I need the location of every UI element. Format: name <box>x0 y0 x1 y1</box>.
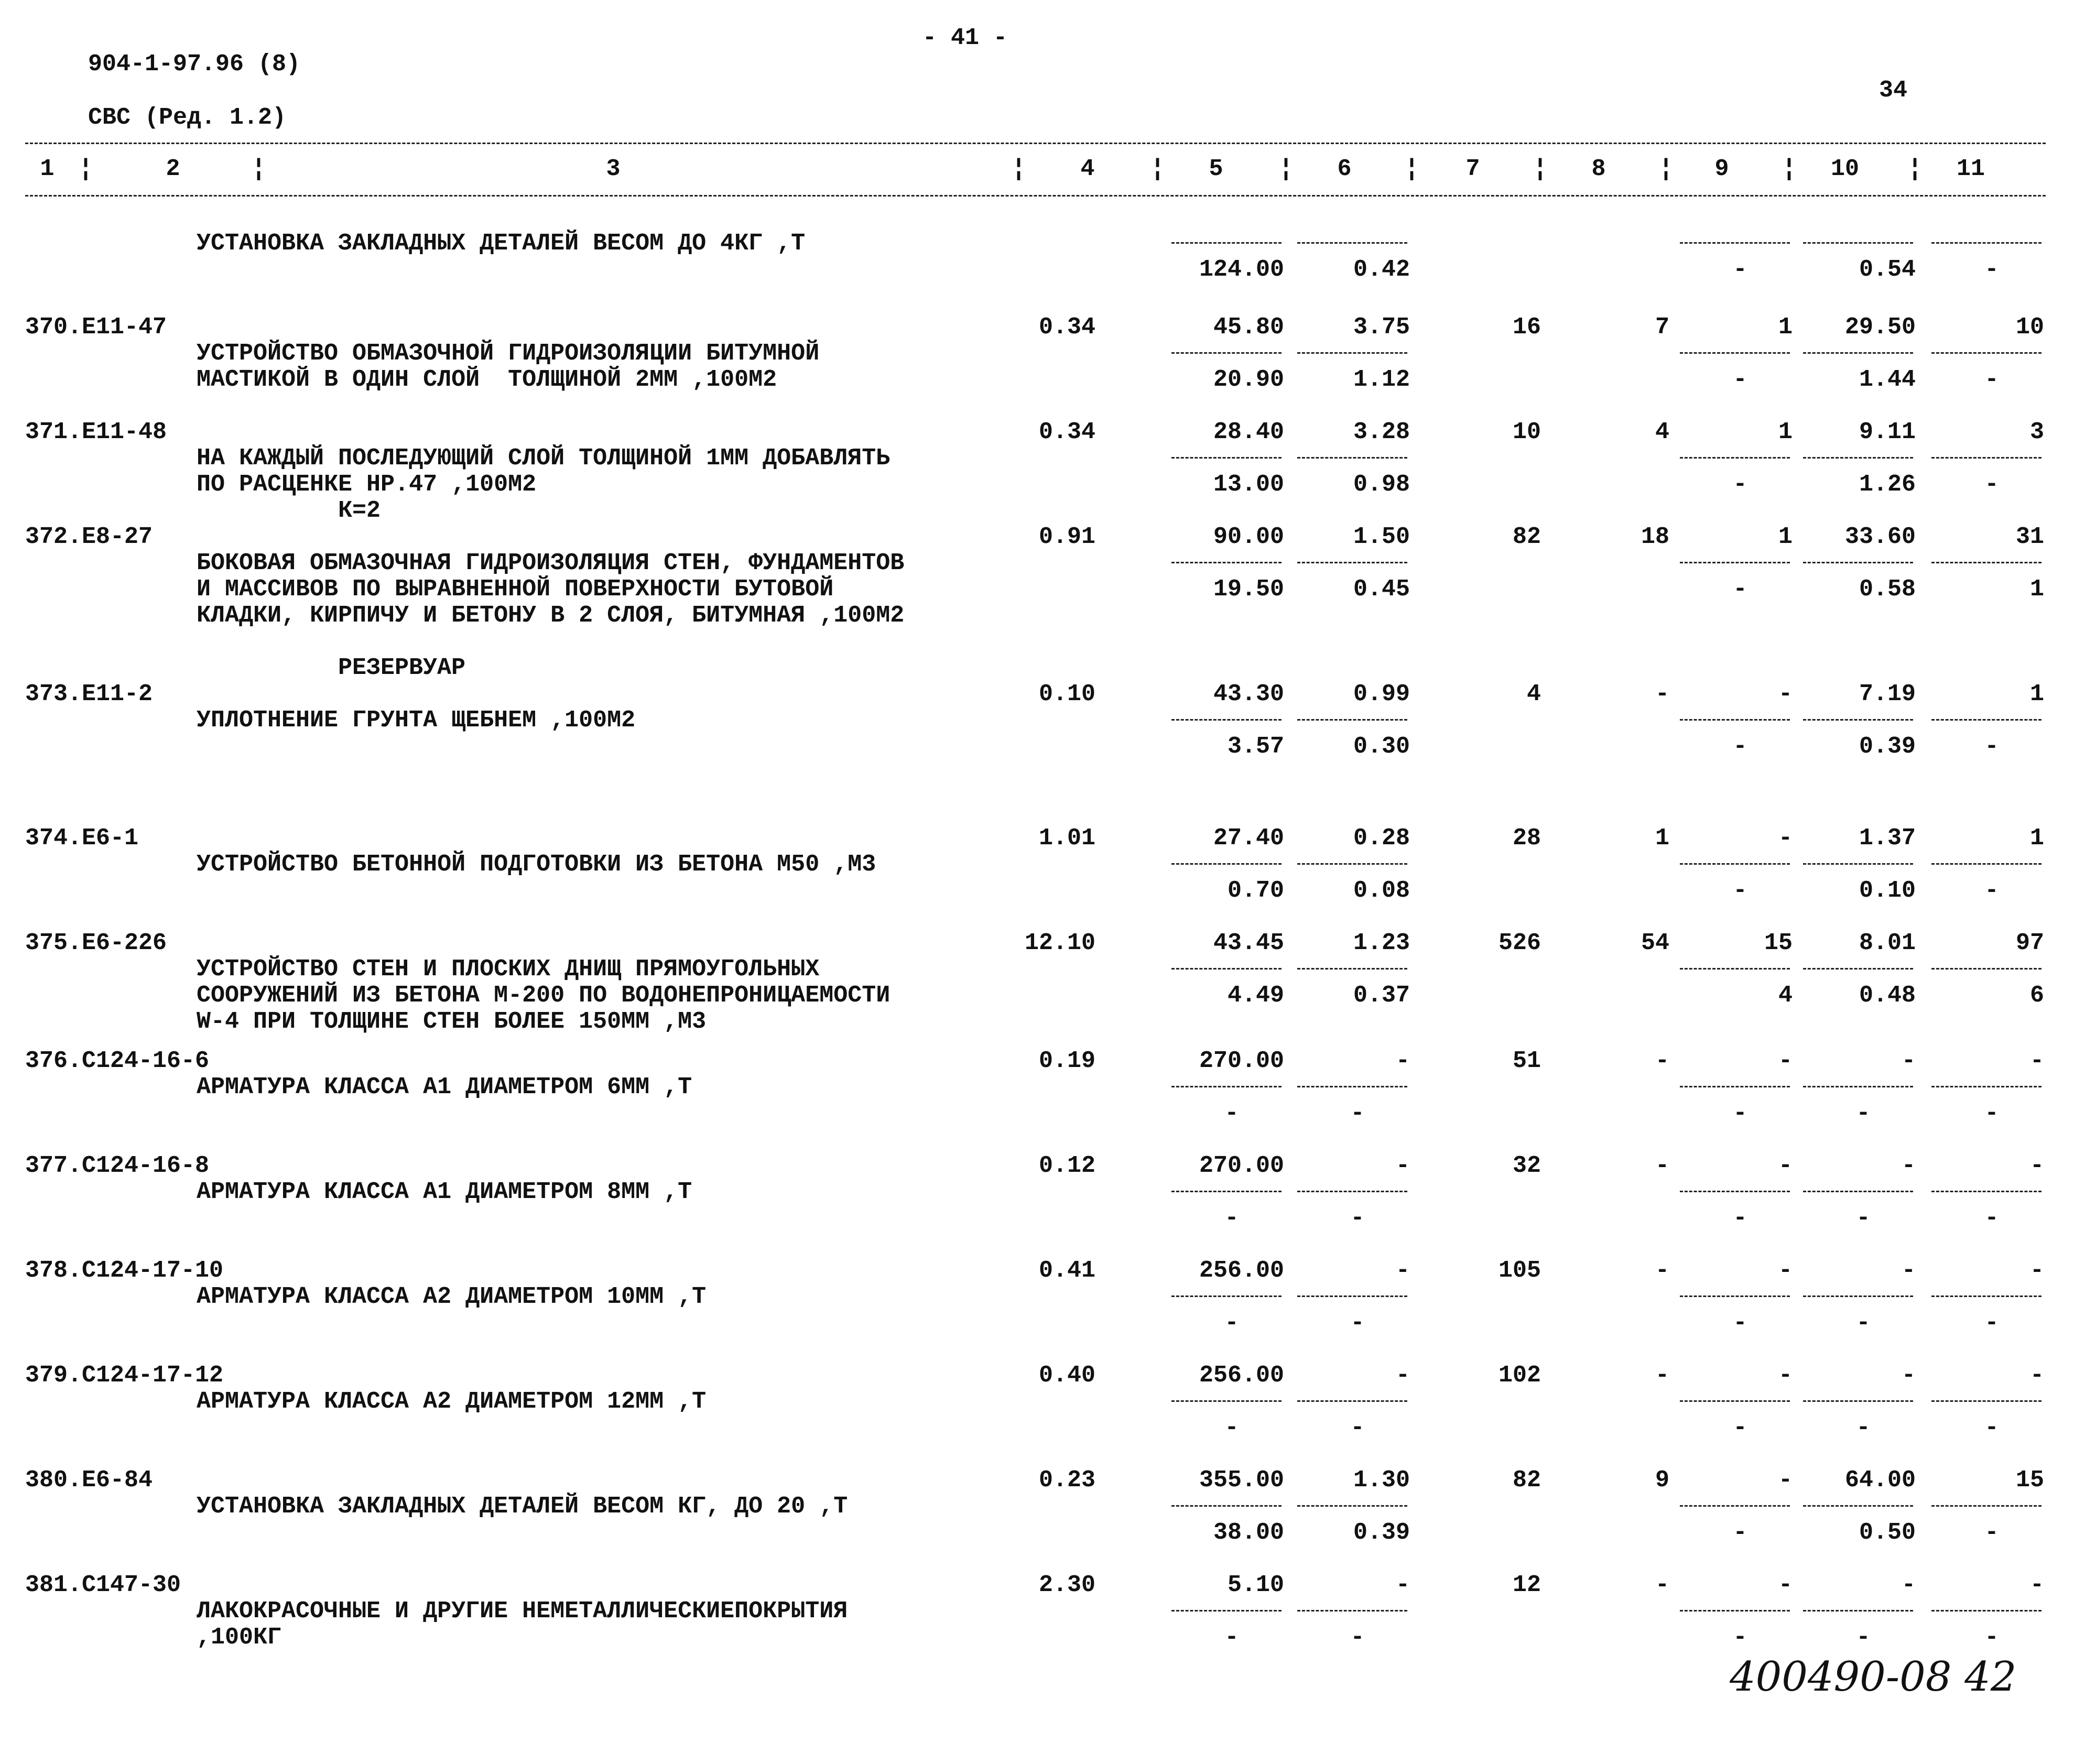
value-c11b: - <box>1984 1205 1999 1232</box>
value-c9: - <box>1778 825 1793 852</box>
value-c6: 0.28 <box>1353 825 1410 852</box>
value-c11: 15 <box>2015 1467 2044 1494</box>
program-version: СВС (Ред. 1.2) <box>88 104 287 131</box>
value-c6b: 0.98 <box>1353 471 1410 498</box>
value-divider <box>1680 1400 1790 1402</box>
value-c11: 1 <box>2029 681 2044 707</box>
value-divider <box>1803 1400 1913 1402</box>
value-c10: 1.37 <box>1859 825 1916 852</box>
row-description-line: БОКОВАЯ ОБМАЗОЧНАЯ ГИДРОИЗОЛЯЦИЯ СТЕН, ФУНДАМЕНТОВ <box>197 550 905 576</box>
value-divider <box>1171 1505 1282 1507</box>
value-c4: 0.41 <box>1038 1257 1095 1284</box>
value-c11: 10 <box>2015 314 2044 341</box>
value-divider <box>1931 1610 2042 1611</box>
value-c11b: - <box>1984 1519 1999 1546</box>
value-divider <box>1297 863 1407 865</box>
value-c10: 29.50 <box>1844 314 1916 341</box>
value-c10: 9.11 <box>1859 419 1916 445</box>
value-c5: 43.30 <box>1213 681 1284 707</box>
value-c5b: 38.00 <box>1213 1519 1284 1546</box>
value-c5b: - <box>1224 1414 1239 1441</box>
value-c5b: 13.00 <box>1213 471 1284 498</box>
value-c10: 7.19 <box>1859 681 1916 707</box>
value-divider <box>1297 562 1407 563</box>
value-c6b: 0.08 <box>1353 877 1410 904</box>
value-c10: - <box>1901 1572 1916 1598</box>
value-c6: 0.99 <box>1353 681 1410 707</box>
value-c6b: - <box>1350 1624 1365 1651</box>
sheet-number: 34 <box>1879 77 1908 104</box>
row-description-line: МАСТИКОЙ В ОДИН СЛОЙ ТОЛЩИНОЙ 2ММ ,100М2 <box>197 366 777 393</box>
value-c9b: - <box>1733 1205 1747 1232</box>
column-header-8: 8 <box>1591 156 1606 182</box>
column-header-10: 10 <box>1830 156 1859 182</box>
column-separator: ¦ <box>1012 156 1026 182</box>
value-c10: - <box>1901 1152 1916 1179</box>
row-description-line: СООРУЖЕНИЙ ИЗ БЕТОНА М-200 ПО ВОДОНЕПРОНИЦАЕМОСТИ <box>197 982 891 1009</box>
value-c5: 90.00 <box>1213 524 1284 550</box>
row-description-line: УСТРОЙСТВО БЕТОННОЙ ПОДГОТОВКИ ИЗ БЕТОНА М50 ,М3 <box>197 851 876 878</box>
value-divider <box>1171 1610 1282 1611</box>
column-header-2: 2 <box>166 156 180 182</box>
value-c7: 32 <box>1512 1152 1541 1179</box>
value-c10: 33.60 <box>1844 524 1916 550</box>
value-c9b: - <box>1733 1519 1747 1546</box>
value-c4: 0.12 <box>1038 1152 1095 1179</box>
value-c8: - <box>1655 1257 1669 1284</box>
column-header-11: 11 <box>1956 156 1985 182</box>
value-c6: - <box>1395 1152 1410 1179</box>
value-c4: 0.34 <box>1038 419 1095 445</box>
value-c5: 270.00 <box>1199 1152 1284 1179</box>
row-code: 379.С124-17-12 <box>25 1362 224 1389</box>
value-divider <box>1680 242 1790 244</box>
value-divider <box>1680 863 1790 865</box>
value-divider <box>1803 457 1913 459</box>
value-c7: 51 <box>1512 1048 1541 1074</box>
value-c9: - <box>1778 1152 1793 1179</box>
value-divider <box>1680 352 1790 354</box>
value-divider <box>1931 1086 2042 1087</box>
value-divider <box>1297 968 1407 970</box>
value-divider <box>1931 863 2042 865</box>
value-c5: 5.10 <box>1227 1572 1284 1598</box>
row-code: 380.Е6-84 <box>25 1467 153 1494</box>
row-description-line: КЛАДКИ, КИРПИЧУ И БЕТОНУ В 2 СЛОЯ, БИТУМНАЯ ,100М2 <box>197 602 905 629</box>
value-divider <box>1171 1191 1282 1192</box>
value-c10b: 0.39 <box>1859 733 1916 760</box>
value-c11b: 1 <box>2029 576 2044 603</box>
row-description-line: И МАССИВОВ ПО ВЫРАВНЕННОЙ ПОВЕРХНОСТИ БУТОВОЙ <box>197 576 834 603</box>
value-c4: 1.01 <box>1038 825 1095 852</box>
value-c11b: - <box>1984 1100 1999 1127</box>
value-c11: 31 <box>2015 524 2044 550</box>
value-divider <box>1171 242 1282 244</box>
column-separator: ¦ <box>1279 156 1294 182</box>
value-c8: 9 <box>1655 1467 1669 1494</box>
value-divider <box>1931 1505 2042 1507</box>
value-c10b: 0.10 <box>1859 877 1916 904</box>
value-c10b: - <box>1856 1414 1871 1441</box>
value-c6: - <box>1395 1048 1410 1074</box>
value-c9b: - <box>1733 366 1747 393</box>
value-c4: 0.34 <box>1038 314 1095 341</box>
value-divider <box>1931 1400 2042 1402</box>
value-c11: - <box>2029 1362 2044 1389</box>
value-c5b: - <box>1224 1624 1239 1651</box>
value-c7: 4 <box>1526 681 1541 707</box>
row-description-line: УСТРОЙСТВО СТЕН И ПЛОСКИХ ДНИЩ ПРЯМОУГОЛЬНЫХ <box>197 956 820 983</box>
value-divider <box>1680 968 1790 970</box>
value-c7: 82 <box>1512 1467 1541 1494</box>
value-c4: 0.40 <box>1038 1362 1095 1389</box>
column-header-6: 6 <box>1337 156 1352 182</box>
column-separator: ¦ <box>1659 156 1674 182</box>
value-c11b: - <box>1984 733 1999 760</box>
value-c8: 7 <box>1655 314 1669 341</box>
value-divider <box>1171 1295 1282 1297</box>
value-c10b: - <box>1856 1100 1871 1127</box>
value-c10: - <box>1901 1362 1916 1389</box>
value-c5b: 3.57 <box>1227 733 1284 760</box>
value-divider <box>1171 863 1282 865</box>
value-divider <box>1171 562 1282 563</box>
value-divider <box>1803 242 1913 244</box>
value-c11b: 6 <box>2029 982 2044 1009</box>
value-c9: - <box>1778 1572 1793 1598</box>
value-divider <box>1803 719 1913 721</box>
value-divider <box>1297 1295 1407 1297</box>
value-c4: 0.91 <box>1038 524 1095 550</box>
value-c6b: 0.30 <box>1353 733 1410 760</box>
row-code: 381.С147-30 <box>25 1572 181 1598</box>
value-divider <box>1803 1610 1913 1611</box>
value-c7: 12 <box>1512 1572 1541 1598</box>
value-c8: - <box>1655 1572 1669 1598</box>
value-c5: 355.00 <box>1199 1467 1284 1494</box>
value-c10b: 1.26 <box>1859 471 1916 498</box>
value-c11b: - <box>1984 366 1999 393</box>
row-code: 377.С124-16-8 <box>25 1152 210 1179</box>
value-divider <box>1297 1505 1407 1507</box>
value-c6b: 0.39 <box>1353 1519 1410 1546</box>
value-c10b: 0.54 <box>1859 256 1916 283</box>
row-description-line: АРМАТУРА КЛАССА А1 ДИАМЕТРОМ 8ММ ,Т <box>197 1179 692 1205</box>
value-c6b: 0.37 <box>1353 982 1410 1009</box>
value-c11b: - <box>1984 1310 1999 1336</box>
value-divider <box>1931 242 2042 244</box>
header-top-rule <box>25 143 2046 144</box>
page-number: - 41 - <box>922 25 1008 51</box>
value-c5b: 20.90 <box>1213 366 1284 393</box>
value-divider <box>1680 1505 1790 1507</box>
value-c8: - <box>1655 1152 1669 1179</box>
value-c7: 28 <box>1512 825 1541 852</box>
value-c5b: 19.50 <box>1213 576 1284 603</box>
column-separator: ¦ <box>1150 156 1165 182</box>
value-c11: - <box>2029 1572 2044 1598</box>
row-note: РЕЗЕРВУАР <box>338 655 466 681</box>
row-code: 374.Е6-1 <box>25 825 139 852</box>
value-c11: - <box>2029 1048 2044 1074</box>
value-divider <box>1803 968 1913 970</box>
value-divider <box>1680 719 1790 721</box>
value-divider <box>1931 352 2042 354</box>
value-divider <box>1931 562 2042 563</box>
row-description-line: УСТАНОВКА ЗАКЛАДНЫХ ДЕТАЛЕЙ ВЕСОМ ДО 4КГ ,Т <box>197 230 806 257</box>
column-separator: ¦ <box>1908 156 1923 182</box>
value-divider <box>1297 1086 1407 1087</box>
value-divider <box>1931 719 2042 721</box>
value-c5: 270.00 <box>1199 1048 1284 1074</box>
column-header-3: 3 <box>606 156 621 182</box>
value-c6: 1.30 <box>1353 1467 1410 1494</box>
header-bottom-rule <box>25 195 2046 197</box>
value-divider <box>1931 457 2042 459</box>
row-description-line: ЛАКОКРАСОЧНЫЕ И ДРУГИЕ НЕМЕТАЛЛИЧЕСКИЕПОКРЫТИЯ <box>197 1598 848 1625</box>
value-c11: - <box>2029 1152 2044 1179</box>
value-c11: 97 <box>2015 930 2044 956</box>
column-separator: ¦ <box>79 156 93 182</box>
value-c9: - <box>1778 1467 1793 1494</box>
value-c8: 18 <box>1641 524 1669 550</box>
value-c9b: - <box>1733 1310 1747 1336</box>
row-description-line: АРМАТУРА КЛАССА А1 ДИАМЕТРОМ 6ММ ,Т <box>197 1074 692 1101</box>
value-c9: - <box>1778 1048 1793 1074</box>
column-header-9: 9 <box>1714 156 1729 182</box>
value-c5b: 0.70 <box>1227 877 1284 904</box>
row-description-line: УСТАНОВКА ЗАКЛАДНЫХ ДЕТАЛЕЙ ВЕСОМ КГ, ДО 20 ,Т <box>197 1493 848 1520</box>
value-c11b: - <box>1984 471 1999 498</box>
value-divider <box>1680 457 1790 459</box>
column-separator: ¦ <box>1533 156 1548 182</box>
value-c9b: 4 <box>1778 982 1793 1009</box>
value-divider <box>1297 1191 1407 1192</box>
value-divider <box>1171 968 1282 970</box>
value-c11: 1 <box>2029 825 2044 852</box>
value-c4: 0.19 <box>1038 1048 1095 1074</box>
value-c7: 102 <box>1498 1362 1541 1389</box>
value-c6: 3.28 <box>1353 419 1410 445</box>
value-c5b: - <box>1224 1100 1239 1127</box>
value-c8: 1 <box>1655 825 1669 852</box>
value-divider <box>1803 352 1913 354</box>
value-c6b: - <box>1350 1205 1365 1232</box>
value-c9: 1 <box>1778 419 1793 445</box>
value-c6: - <box>1395 1362 1410 1389</box>
value-c8: 4 <box>1655 419 1669 445</box>
value-c7: 526 <box>1498 930 1541 956</box>
row-code: 373.Е11-2 <box>25 681 153 707</box>
value-c9b: - <box>1733 1624 1747 1651</box>
value-c10b: 0.48 <box>1859 982 1916 1009</box>
row-description-line: ,100КГ <box>197 1624 282 1651</box>
value-divider <box>1803 1295 1913 1297</box>
value-c9b: - <box>1733 733 1747 760</box>
value-c5: 28.40 <box>1213 419 1284 445</box>
value-divider <box>1803 1086 1913 1087</box>
value-divider <box>1680 1610 1790 1611</box>
value-c10: 8.01 <box>1859 930 1916 956</box>
row-description-line: АРМАТУРА КЛАССА А2 ДИАМЕТРОМ 12ММ ,Т <box>197 1388 707 1415</box>
value-c9b: - <box>1733 256 1747 283</box>
value-divider <box>1297 719 1407 721</box>
value-c11b: - <box>1984 1624 1999 1651</box>
value-c9b: - <box>1733 576 1747 603</box>
row-code: 376.С124-16-6 <box>25 1048 210 1074</box>
value-c9: 15 <box>1764 930 1793 956</box>
value-c10b: 1.44 <box>1859 366 1916 393</box>
value-divider <box>1297 457 1407 459</box>
row-description-line: ПО РАСЦЕНКЕ НР.47 ,100М2 <box>197 471 537 498</box>
value-c11: - <box>2029 1257 2044 1284</box>
value-c9b: - <box>1733 1100 1747 1127</box>
value-c9b: - <box>1733 1414 1747 1441</box>
row-description-line: УСТРОЙСТВО ОБМАЗОЧНОЙ ГИДРОИЗОЛЯЦИИ БИТУМНОЙ <box>197 340 820 367</box>
value-c4: 12.10 <box>1024 930 1095 956</box>
row-description-line: W-4 ПРИ ТОЛЩИНЕ СТЕН БОЛЕЕ 150ММ ,М3 <box>197 1008 707 1035</box>
value-divider <box>1803 562 1913 563</box>
row-code: 371.Е11-48 <box>25 419 167 445</box>
column-header-1: 1 <box>40 156 55 182</box>
value-divider <box>1297 352 1407 354</box>
value-c5: 45.80 <box>1213 314 1284 341</box>
value-c9: - <box>1778 1257 1793 1284</box>
value-divider <box>1297 1610 1407 1611</box>
value-c6: - <box>1395 1257 1410 1284</box>
value-c9: - <box>1778 681 1793 707</box>
row-description-line: НА КАЖДЫЙ ПОСЛЕДУЮЩИЙ СЛОЙ ТОЛЩИНОЙ 1ММ ДОБАВЛЯТЬ <box>197 445 891 472</box>
value-divider <box>1171 1086 1282 1087</box>
value-divider <box>1680 1086 1790 1087</box>
value-divider <box>1803 1191 1913 1192</box>
value-c6b: - <box>1350 1414 1365 1441</box>
row-code: 375.Е6-226 <box>25 930 167 956</box>
value-divider <box>1680 562 1790 563</box>
value-divider <box>1680 1191 1790 1192</box>
value-divider <box>1931 968 2042 970</box>
column-header-7: 7 <box>1465 156 1480 182</box>
value-c7: 82 <box>1512 524 1541 550</box>
value-c10b: - <box>1856 1310 1871 1336</box>
value-c11: 3 <box>2029 419 2044 445</box>
value-c7: 16 <box>1512 314 1541 341</box>
value-c10: - <box>1901 1257 1916 1284</box>
column-separator: ¦ <box>1405 156 1419 182</box>
value-c9: 1 <box>1778 314 1793 341</box>
value-c9b: - <box>1733 877 1747 904</box>
value-c7: 10 <box>1512 419 1541 445</box>
value-c6: 1.23 <box>1353 930 1410 956</box>
value-divider <box>1171 457 1282 459</box>
value-c4: 0.23 <box>1038 1467 1095 1494</box>
row-note: К=2 <box>338 497 381 524</box>
value-c9: 1 <box>1778 524 1793 550</box>
row-code: 372.Е8-27 <box>25 524 153 550</box>
value-c10b: 0.58 <box>1859 576 1916 603</box>
value-divider <box>1803 863 1913 865</box>
value-c4: 0.10 <box>1038 681 1095 707</box>
value-c5b: - <box>1224 1205 1239 1232</box>
value-c9: - <box>1778 1362 1793 1389</box>
value-divider <box>1171 1400 1282 1402</box>
column-separator: ¦ <box>1782 156 1797 182</box>
value-c8: - <box>1655 1048 1669 1074</box>
value-c11b: - <box>1984 1414 1999 1441</box>
value-divider <box>1680 1295 1790 1297</box>
value-c6b: 0.42 <box>1353 256 1410 283</box>
value-c5: 256.00 <box>1199 1257 1284 1284</box>
row-description-line: АРМАТУРА КЛАССА А2 ДИАМЕТРОМ 10ММ ,Т <box>197 1283 707 1310</box>
value-c5: 43.45 <box>1213 930 1284 956</box>
value-divider <box>1803 1505 1913 1507</box>
column-header-5: 5 <box>1209 156 1223 182</box>
value-c6: - <box>1395 1572 1410 1598</box>
handwritten-note: 400490-08 42 <box>1730 1653 2017 1701</box>
row-code: 370.Е11-47 <box>25 314 167 341</box>
value-c6b: 1.12 <box>1353 366 1410 393</box>
value-c5b: - <box>1224 1310 1239 1336</box>
column-separator: ¦ <box>252 156 266 182</box>
value-divider <box>1171 352 1282 354</box>
value-divider <box>1931 1295 2042 1297</box>
value-c5: 256.00 <box>1199 1362 1284 1389</box>
value-c10b: - <box>1856 1624 1871 1651</box>
value-c8: - <box>1655 681 1669 707</box>
document-code: 904-1-97.96 (8) <box>88 51 301 78</box>
value-divider <box>1297 242 1407 244</box>
value-c8: - <box>1655 1362 1669 1389</box>
row-description-line: УПЛОТНЕНИЕ ГРУНТА ЩЕБНЕМ ,100М2 <box>197 707 636 734</box>
value-divider <box>1297 1400 1407 1402</box>
value-c6: 3.75 <box>1353 314 1410 341</box>
value-c6b: - <box>1350 1100 1365 1127</box>
value-c6b: - <box>1350 1310 1365 1336</box>
value-c6: 1.50 <box>1353 524 1410 550</box>
value-divider <box>1171 719 1282 721</box>
value-c5: 27.40 <box>1213 825 1284 852</box>
value-c9b: - <box>1733 471 1747 498</box>
value-c5b: 124.00 <box>1199 256 1284 283</box>
value-c6b: 0.45 <box>1353 576 1410 603</box>
value-c10: 64.00 <box>1844 1467 1916 1494</box>
value-c11b: - <box>1984 877 1999 904</box>
value-c5b: 4.49 <box>1227 982 1284 1009</box>
value-c10b: 0.50 <box>1859 1519 1916 1546</box>
value-c11b: - <box>1984 256 1999 283</box>
value-c10b: - <box>1856 1205 1871 1232</box>
value-c7: 105 <box>1498 1257 1541 1284</box>
value-c8: 54 <box>1641 930 1669 956</box>
value-c4: 2.30 <box>1038 1572 1095 1598</box>
value-c10: - <box>1901 1048 1916 1074</box>
row-code: 378.С124-17-10 <box>25 1257 224 1284</box>
value-divider <box>1931 1191 2042 1192</box>
column-header-4: 4 <box>1080 156 1095 182</box>
